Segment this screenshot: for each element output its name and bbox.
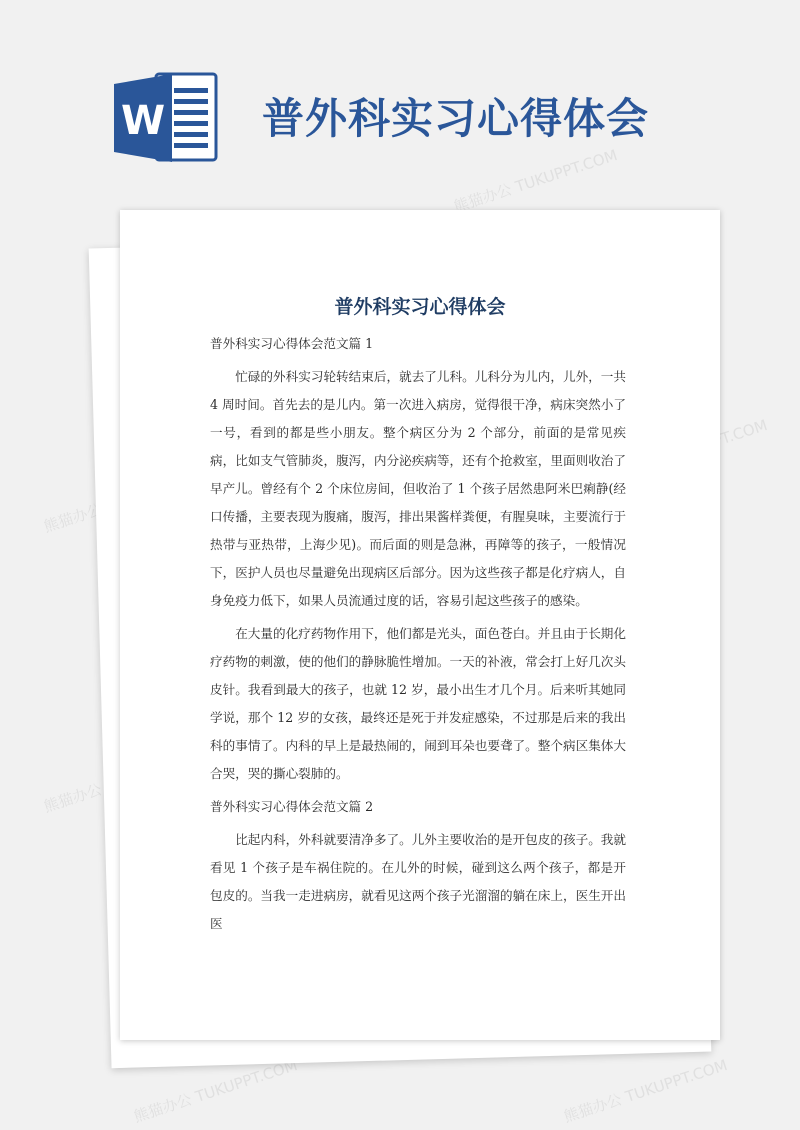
header-title: 普外科实习心得体会 [262, 94, 650, 143]
watermark: 熊猫办公 TUKUPPT.COM [131, 1056, 300, 1126]
section-heading: 普外科实习心得体会范文篇 2 [210, 799, 374, 814]
watermark: 熊猫办公 TUKUPPT.COM [561, 1056, 730, 1126]
paragraph: 比起内科，外科就要清净多了。儿外主要收治的是开包皮的孩子。我就看见 1 个孩子是车祸住院的。在儿外的时候，碰到这么两个孩子，都是开包皮的。当我一走进病房，就看见这两个孩子光溜溜的躺在床上，医生开出医 [210, 832, 626, 931]
document-page [120, 210, 720, 1040]
section-heading: 普外科实习心得体会范文篇 1 [210, 336, 374, 351]
paragraph: 忙碌的外科实习轮转结束后，就去了儿科。儿科分为儿内，儿外，一共 4 周时间。首先去的是儿内。第一次进入病房，觉得很干净，病床突然小了一号，看到的都是些小朋友。整个病区分为 2 个部分，前面的是常见疾病，比如支气管肺炎，腹泻，内分泌疾病等，还有个抢救室，里面则收治了早产儿。曾经有个 2 个床位房间，但收治了 1 个孩子居然患阿米巴痢静(经口传播，主要表现为腹痛，腹泻，排出果酱样粪便，有腥臭味，主要流行于热带与亚热带，上海少见)。而后面的则是急淋，再障等的孩子，一般情况下，医护人员也尽量避免出现病区后部分。因为这些孩子都是化疗病人，自身免疫力低下，如果人员流通过度的话，容易引起这些孩子的感染。 [210, 369, 626, 608]
document-body [210, 330, 626, 938]
watermark: 熊猫办公 [41, 500, 105, 536]
word-letter: W [120, 98, 166, 144]
document-title: 普外科实习心得体会 [334, 296, 506, 318]
word-logo [112, 72, 220, 164]
watermark: 熊猫办公 TUKUPPT.COM [451, 146, 620, 216]
paragraph: 在大量的化疗药物作用下，他们都是光头，面色苍白。并且由于长期化疗药物的刺激，使的他们的静脉脆性增加。一天的补液，常会打上好几次头皮针。我看到最大的孩子，也就 12 岁，最小出生才几个月。后来听其她同学说，那个 12 岁的女孩，最终还是死于并发症感染，不过那是后来的我出科的事情了。内科的早上是最热闹的，闹到耳朵也要聋了。整个病区集体大合哭，哭的撕心裂肺的。 [210, 626, 626, 781]
watermark: 熊猫办公 [41, 780, 105, 816]
